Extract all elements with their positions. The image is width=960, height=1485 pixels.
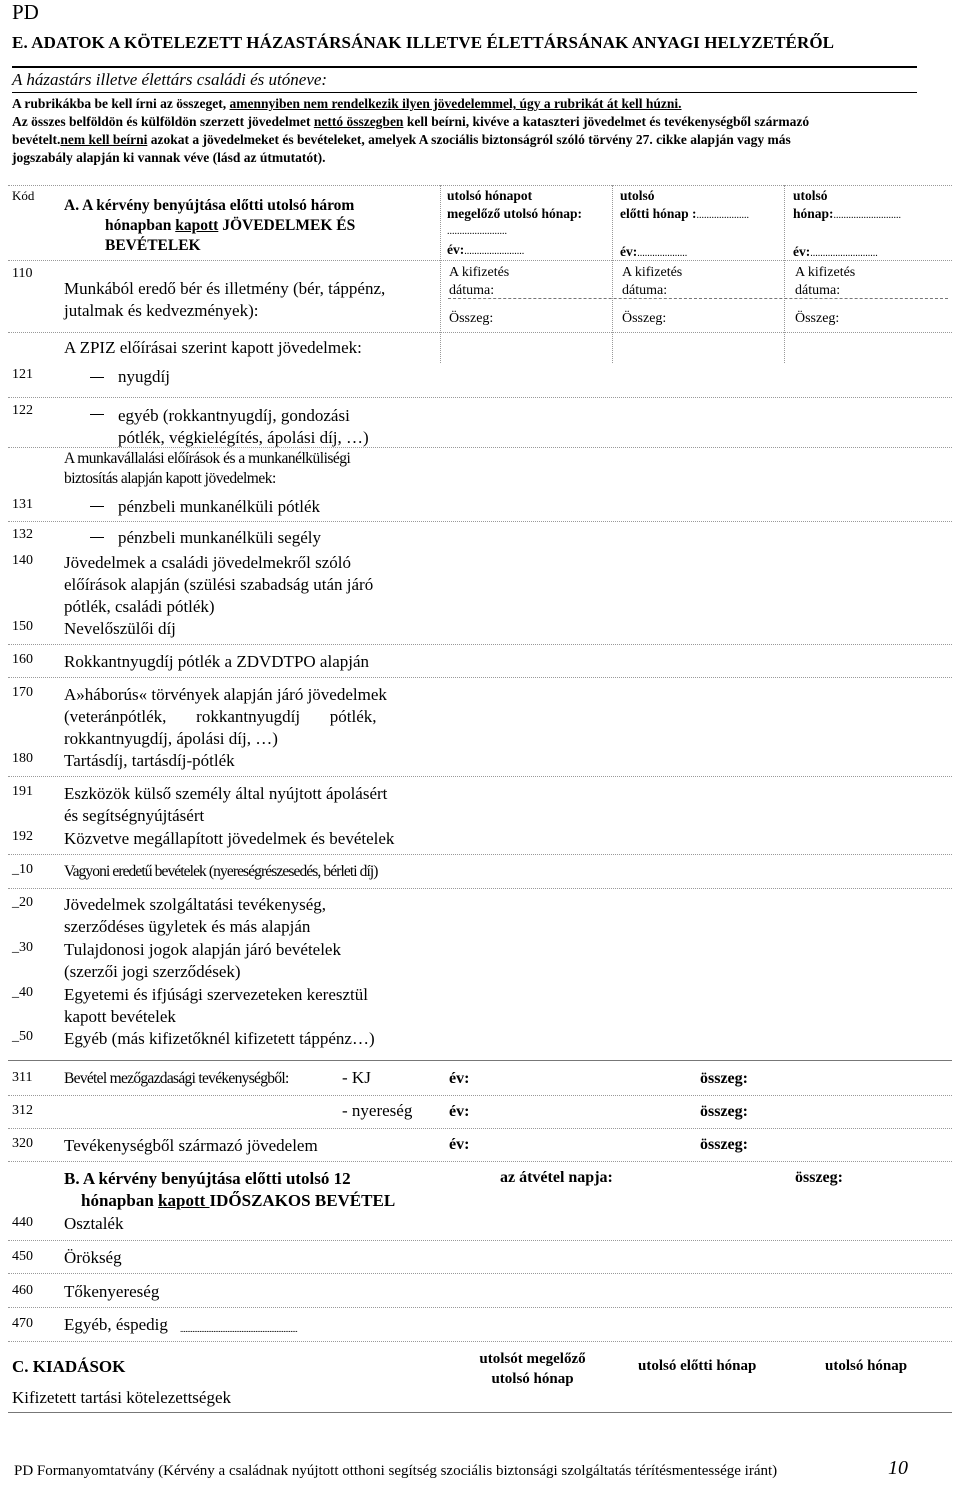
expense-col-month-2: utolsó előtti hónap — [638, 1358, 757, 1374]
spouse-name-label: A házastárs illetve élettárs családi és utóneve: — [12, 70, 328, 89]
row-code: 470 — [12, 1316, 33, 1331]
row-code: 460 — [12, 1283, 33, 1298]
row-code: 110 — [12, 266, 33, 281]
amount-label: összeg: — [700, 1103, 748, 1120]
row-line — [8, 888, 952, 889]
form-marker: PD — [12, 0, 39, 24]
year-label: év: — [449, 1103, 470, 1120]
dash-marker — [90, 537, 104, 538]
row-line — [8, 521, 952, 522]
col-divider — [612, 185, 613, 363]
row-label: Örökség — [64, 1248, 122, 1267]
row-label: Bevétel mezőgazdasági tevékenységből: — [64, 1070, 289, 1087]
row-line — [8, 447, 952, 448]
row-code: 140 — [12, 553, 33, 568]
row-label: Jövedelmek szolgáltatási tevékenység, szerződéses ügyletek és más alapján — [64, 895, 326, 936]
instruction-emphasis: amennyiben nem rendelkezik ilyen jövedelemmel, úgy a rubrikát át kell húzni. — [229, 96, 682, 111]
row-code: 170 — [12, 685, 33, 700]
title-rule — [12, 66, 917, 68]
instruction-line — [12, 95, 922, 113]
row-code: _50 — [12, 1029, 33, 1044]
row-code: 160 — [12, 652, 33, 667]
row-line — [8, 1307, 952, 1308]
row-label: Munkából eredő bér és illetmény (bér, táppénz, jutalmak és kedvezmények): — [64, 279, 386, 320]
row-label: Vagyoni eredetű bevételek (nyereségrészesedés, bérleti díj) — [64, 863, 378, 880]
name-rule — [12, 92, 917, 93]
row-label: Eszközök külső személy által nyújtott ápolásért és segítségnyújtásért — [64, 784, 388, 825]
col-header-month-3: utolsó hónapot megelőző utolsó hónap: ........................ év:........................ — [447, 188, 582, 257]
payout-dash-line — [448, 298, 948, 299]
section-b-line: hónapban kapott IDŐSZAKOS BEVÉTEL — [81, 1191, 396, 1210]
row-code: 122 — [12, 403, 33, 418]
col-header-month-1: utolsó hónap:........................... év:........................... — [793, 188, 902, 259]
amount-label: összeg: — [700, 1136, 748, 1153]
instruction-text: bevételt. — [12, 132, 61, 147]
row-code: 192 — [12, 829, 33, 844]
instruction-emphasis: nem kell beírni — [60, 132, 148, 147]
amount-label: Összeg: — [795, 311, 840, 326]
year-label: év: — [449, 1070, 470, 1087]
payout-date-label: A kifizetés dátuma: — [449, 265, 510, 298]
instruction-line — [12, 113, 922, 131]
row-code: 320 — [12, 1136, 33, 1151]
section-a-line: hónapban kapott JÖVEDELMEK ÉS — [105, 217, 356, 234]
row-label: Közvetve megállapított jövedelmek és bevételek — [64, 829, 395, 848]
dash-marker — [90, 506, 104, 507]
page-number: 10 — [888, 1457, 908, 1479]
row-label: Tulajdonosi jogok alapján járó bevételek (szerzői jogi szerződések) — [64, 940, 341, 981]
payout-date-label: A kifizetés dátuma: — [622, 265, 683, 298]
amount-label: Összeg: — [449, 311, 494, 326]
row-code: 180 — [12, 751, 33, 766]
section-a-header — [64, 196, 355, 256]
row-code: 450 — [12, 1249, 33, 1264]
row-line — [8, 1341, 952, 1342]
row-line — [8, 776, 952, 777]
year-label: év: — [449, 1136, 470, 1153]
instructions — [12, 95, 922, 167]
row-line — [8, 1060, 952, 1061]
row-line — [8, 1161, 952, 1162]
row-line — [8, 397, 952, 398]
row-line — [8, 1273, 952, 1274]
row-code: 191 — [12, 784, 33, 799]
row-label: Rokkantnyugdíj pótlék a ZDVDTPO alapján — [64, 652, 370, 671]
row-code: 121 — [12, 367, 33, 382]
expense-col-month-1: utolsó hónap — [825, 1358, 908, 1374]
row-label: Tőkenyereség — [64, 1282, 160, 1301]
col-divider — [440, 185, 441, 363]
table-top-line — [8, 185, 952, 186]
row-line — [8, 1240, 952, 1241]
amount-label: összeg: — [795, 1169, 843, 1186]
row-code: 312 — [12, 1103, 33, 1118]
row-code: 132 — [12, 527, 33, 542]
section-title: E. ADATOK A KÖTELEZETT HÁZASTÁRSÁNAK ILLETVE ÉLETTÁRSÁNAK ANYAGI HELYZETÉRŐL — [12, 33, 835, 52]
row-label: nyugdíj — [118, 367, 170, 386]
row-line — [8, 677, 952, 678]
expense-row-label: Kifizetett tartási kötelezettségek — [12, 1388, 232, 1407]
instruction-text: A rubrikákba be kell írni az összeget, — [12, 96, 230, 111]
instruction-emphasis: nettó összegben — [313, 114, 404, 129]
row-label: Jövedelmek a családi jövedelmekről szóló előírások alapján (szülési szabadság után járó pótlék, családi pótlék) — [64, 553, 374, 616]
row-code: _10 — [12, 862, 33, 877]
section-c-title: C. KIADÁSOK — [12, 1357, 126, 1376]
receipt-date-label: az átvétel napja: — [500, 1169, 613, 1186]
row-label: pénzbeli munkanélküli segély — [118, 528, 321, 547]
row-label: Tartásdíj, tartásdíj-pótlék — [64, 751, 235, 770]
expense-col-month-3: utolsót megelőző utolsó hónap — [479, 1351, 586, 1387]
row-label: Nevelőszülői díj — [64, 619, 176, 638]
col-divider — [784, 185, 785, 363]
row-sublabel: - nyereség — [342, 1101, 413, 1120]
dash-marker — [90, 414, 104, 415]
row-line — [8, 644, 952, 645]
row-line — [8, 260, 952, 261]
table-bottom-line — [8, 1412, 952, 1413]
row-code: _30 — [12, 940, 33, 955]
row-label: Egyéb, éspedig — [64, 1315, 168, 1334]
row-label: A ZPIZ előírásai szerint kapott jövedelmek: — [64, 338, 362, 357]
row-label: Egyetemi és ifjúsági szervezeteken keresztül kapott bevételek — [64, 985, 368, 1026]
section-a-line: A. A kérvény benyújtása előtti utolsó három — [64, 197, 355, 214]
section-a-line: BEVÉTELEK — [105, 237, 201, 254]
instruction-text: kell beírni, kivéve a kataszteri jövedelmet és tevékenységből származó — [403, 114, 810, 129]
row-code: 150 — [12, 619, 33, 634]
amount-label: Összeg: — [622, 311, 667, 326]
code-header: Kód — [12, 188, 35, 203]
dash-marker — [90, 377, 104, 378]
fill-dots: ................................................................... — [180, 1324, 298, 1334]
row-label: Egyéb (más kifizetőknél kifizetett táppénz…) — [64, 1029, 375, 1048]
row-line — [8, 854, 952, 855]
row-label: pénzbeli munkanélküli pótlék — [118, 497, 321, 516]
row-label: A munkavállalási előírások és a munkanélküliségi biztosítás alapján kapott jövedelmek: — [64, 450, 351, 487]
row-label: A»háborús« törvények alapján járó jövedelmek (veteránpótlék, rokkantnyugdíj pótlék, rokkantnyugdíj, ápolási díj, …) — [64, 685, 387, 748]
payout-date-label: A kifizetés dátuma: — [795, 265, 856, 298]
section-b-header — [64, 1168, 395, 1212]
instruction-text: Az összes belföldön és külföldön szerzett jövedelmet — [12, 114, 314, 129]
row-line — [8, 332, 952, 333]
amount-label: összeg: — [700, 1070, 748, 1087]
row-line — [8, 1128, 952, 1129]
col-header-month-2: utolsó előtti hónap :..................... év:.................... — [620, 188, 750, 259]
instruction-line: jogszabály alapján ki vannak véve (lásd az útmutatót). — [12, 150, 326, 165]
row-label: Tevékenységből származó jövedelem — [64, 1136, 318, 1155]
row-label: Osztalék — [64, 1214, 124, 1233]
row-sublabel: - KJ — [342, 1068, 371, 1087]
row-code: 440 — [12, 1215, 33, 1230]
row-label: egyéb (rokkantnyugdíj, gondozási pótlék, végkielégítés, ápolási díj, …) — [118, 406, 369, 447]
row-code: 311 — [12, 1070, 33, 1085]
instruction-line — [12, 131, 922, 149]
footer-text: PD Formanyomtatvány (Kérvény a családnak nyújtott otthoni segítség szociális biztonsági szolgáltatás térítésmentessége iránt) — [14, 1463, 778, 1479]
row-code: 131 — [12, 497, 33, 512]
instruction-text: azokat a jövedelmeket és bevételeket, amelyek A szociális biztonságról szóló törvény 27. cikke alapján vagy más — [147, 132, 791, 147]
row-code: _40 — [12, 985, 33, 1000]
row-code: _20 — [12, 895, 33, 910]
section-b-line: B. A kérvény benyújtása előtti utolsó 12 — [64, 1169, 351, 1188]
row-line — [8, 1095, 952, 1096]
